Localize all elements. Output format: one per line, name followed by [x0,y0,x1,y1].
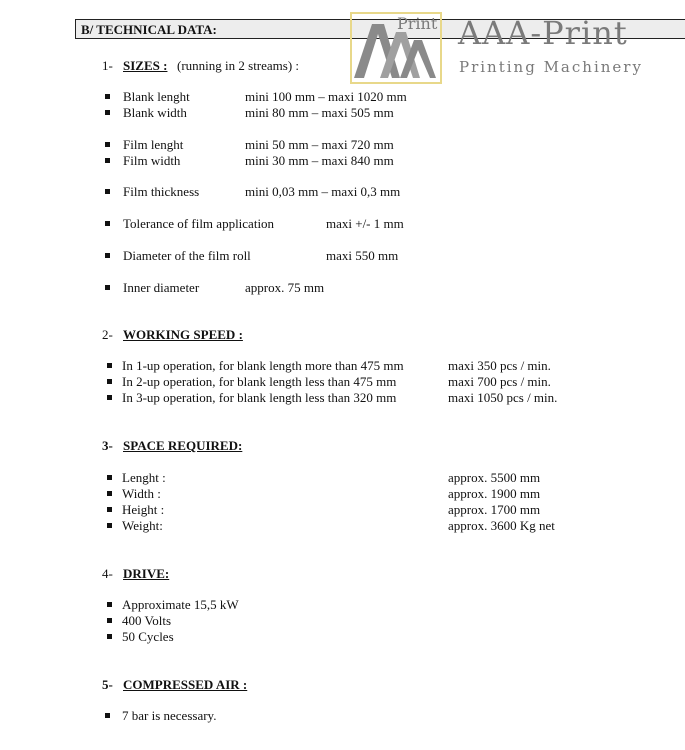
speed-label: In 1-up operation, for blank length more than 475 mm [122,358,404,373]
section-title: WORKING SPEED : [123,327,243,342]
bullet [105,94,110,99]
space-value: approx. 3600 Kg net [448,518,555,533]
spec-value: mini 100 mm – maxi 1020 mm [245,89,407,104]
spec-label: Inner diameter [123,280,200,295]
bullet [105,142,110,147]
bullet [107,618,112,623]
bullet [107,379,112,384]
bullet [107,507,112,512]
logo-print-small: Print [397,14,438,33]
bullet [105,253,110,258]
spec-label: Blank width [123,105,187,120]
speed-value: maxi 350 pcs / min. [448,358,551,373]
bullet [105,713,110,718]
page-title: B/ TECHNICAL DATA: [81,22,217,37]
speed-label: In 3-up operation, for blank length less than 320 mm [122,390,397,405]
bullet [107,602,112,607]
bullet [105,189,110,194]
space-label: Lenght : [122,470,166,485]
section-number: 3- [102,438,113,453]
bullet [107,491,112,496]
spec-value: mini 30 mm – maxi 840 mm [245,153,394,168]
drive-item: 50 Cycles [122,629,174,644]
section-title: DRIVE: [123,566,170,581]
section-number: 1- [102,58,113,73]
logo-tagline: Printing Machinery [459,58,643,76]
logo-name: AAA-Print [458,14,628,52]
spec-value: maxi 550 mm [326,248,399,263]
space-label: Width : [122,486,161,501]
spec-value: mini 0,03 mm – maxi 0,3 mm [245,184,401,199]
bullet [107,475,112,480]
spec-value: mini 50 mm – maxi 720 mm [245,137,394,152]
speed-value: maxi 1050 pcs / min. [448,390,558,405]
space-value: approx. 1900 mm [448,486,541,501]
speed-label: In 2-up operation, for blank length less than 475 mm [122,374,397,389]
space-value: approx. 5500 mm [448,470,541,485]
spec-label: Film width [123,153,181,168]
air-item: 7 bar is necessary. [122,708,217,723]
spec-label: Diameter of the film roll [123,248,251,263]
space-value: approx. 1700 mm [448,502,541,517]
section-title: SPACE REQUIRED: [123,438,243,453]
drive-item: Approximate 15,5 kW [122,597,239,612]
bullet [107,395,112,400]
spec-label: Film lenght [123,137,184,152]
drive-item: 400 Volts [122,613,172,628]
spec-value: maxi +/- 1 mm [326,216,404,231]
section-number: 4- [102,566,113,581]
spec-label: Blank lenght [123,89,190,104]
spec-label: Film thickness [123,184,200,199]
section-title: COMPRESSED AIR : [123,677,248,692]
section-number: 2- [102,327,113,342]
bullet [107,363,112,368]
bullet [105,110,110,115]
bullet [107,634,112,639]
space-label: Height : [122,502,165,517]
bullet [107,523,112,528]
section-number: 5- [102,677,113,692]
bullet [105,221,110,226]
space-label: Weight: [122,518,163,533]
spec-value: approx. 75 mm [245,280,325,295]
bullet [105,285,110,290]
spec-label: Tolerance of film application [123,216,275,231]
spec-value: mini 80 mm – maxi 505 mm [245,105,394,120]
bullet [105,158,110,163]
section-note: (running in 2 streams) : [177,58,300,73]
section-title: SIZES : [123,58,168,73]
speed-value: maxi 700 pcs / min. [448,374,551,389]
